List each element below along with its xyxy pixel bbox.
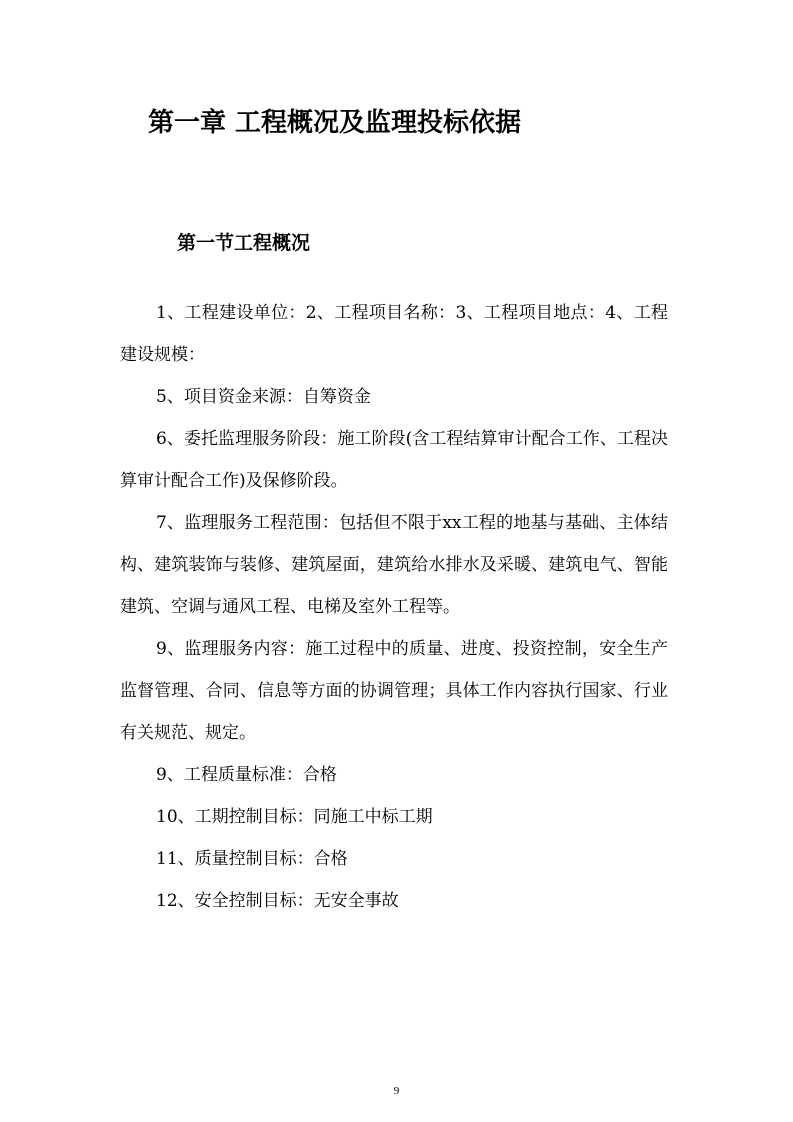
document-body	[120, 292, 668, 922]
paragraph-service-stage: 6、委托监理服务阶段：施工阶段(含工程结算审计配合工作、工程决算审计配合工作)及保修阶段。	[120, 429, 668, 491]
paragraph-funding-source: 5、项目资金来源：自筹资金	[156, 387, 371, 407]
paragraph-project-info: 1、工程建设单位：2、工程项目名称：3、工程项目地点：4、工程建设规模：	[120, 303, 668, 365]
section-title: 第一节工程概况	[177, 232, 311, 254]
paragraph-service-scope: 7、监理服务工程范围：包括但不限于xx工程的地基与基础、主体结构、建筑装饰与装修、建筑屋面，建筑给水排水及采暖、建筑电气、智能建筑、空调与通风工程、电梯及室外工程等。	[120, 513, 668, 617]
paragraph-safety-target: 12、安全控制目标：无安全事故	[156, 891, 399, 911]
paragraph-quality-standard: 9、工程质量标准：合格	[156, 765, 337, 785]
paragraph-service-content: 9、监理服务内容：施工过程中的质量、进度、投资控制，安全生产监督管理、合同、信息等方面的协调管理；具体工作内容执行国家、行业有关规范、规定。	[120, 639, 668, 743]
paragraph-schedule-target: 10、工期控制目标：同施工中标工期	[156, 807, 433, 827]
chapter-title: 第一章 工程概况及监理投标依据	[148, 108, 522, 138]
paragraph-quality-target: 11、质量控制目标：合格	[156, 849, 348, 869]
page-number: 9	[393, 1085, 400, 1097]
